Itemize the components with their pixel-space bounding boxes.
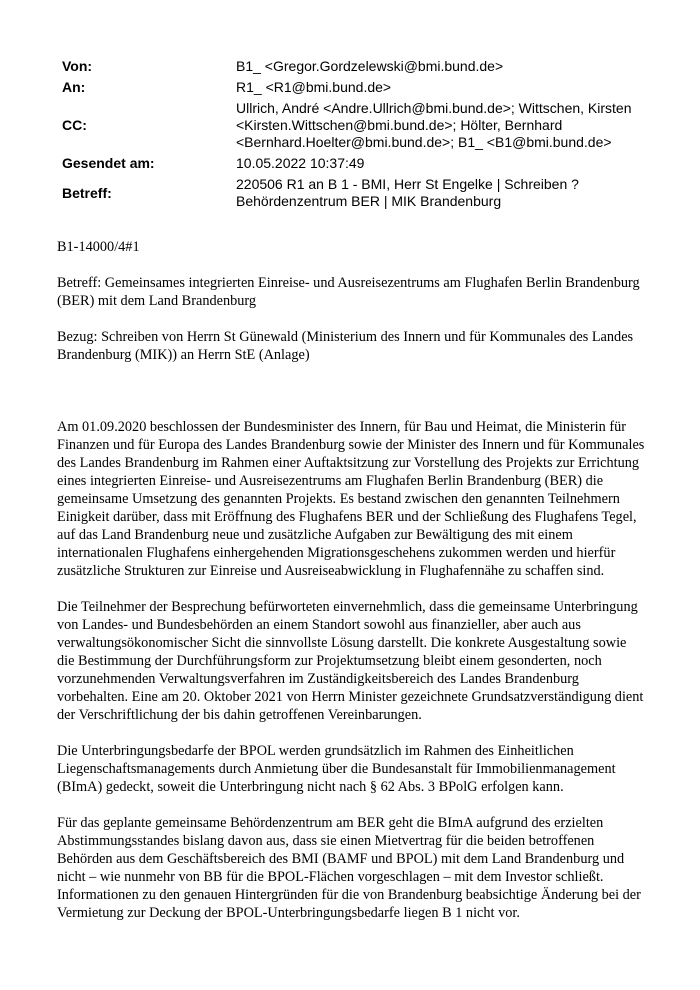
body-paragraph: Für das geplante gemeinsame Behördenzentrum am BER geht die BImA aufgrund des erzielten Abstimmungsstandes bislang davon aus, dass sie einen Mietvertrag für die beiden betroffenen Behörden aus dem Geschäftsbereich des BMI (BAMF und BPOL) mit dem Land Brandenburg und nicht – wie nunmehr von BB für die BPOL-Flächen vorgeschlagen – mit dem Investor schließt. Informationen zu den genauen Hintergründen für die von Brandenburg beabsichtige Änderung bei der Vermietung zur Deckung der BPOL-Unterbringungsbedarfe liegen B 1 nicht vor. bbox=[57, 815, 641, 921]
body-paragraph: Am 01.09.2020 beschlossen der Bundesminister des Innern, für Bau und Heimat, die Ministerin für Finanzen und für Europa des Landes Brandenburg sowie der Minister des Innern und für Kommunales des Landes Brandenburg im Rahmen einer Auftaktsitzung zur Vorstellung des Projekts zur Errichtung eines integrierten Einreise- und Ausreisezentrums am Flughafen Berlin Brandenburg (BER) die gemeinsame Umsetzung des genannten Projekts. Es bestand zwischen den genannten Teilnehmern Einigkeit darüber, dass mit Eröffnung des Flughafens BER und der Schließung des Flughafens Tegel, auf das Land Brandenburg neue und zusätzliche Aufgaben zur Bewältigung des mit einem internationalen Flughafens einhergehenden Migrationsgeschehens zukommen werden und hierfür zusätzliche Strukturen zur Einreise und Ausreiseabwicklung in Flughafennähe zu schaffen sind. bbox=[57, 419, 645, 579]
sent-label: Gesendet am: bbox=[62, 155, 155, 171]
header-row-sent bbox=[62, 155, 662, 172]
from-label: Von: bbox=[62, 58, 93, 74]
body-subject: Betreff: Gemeinsames integrierten Einreise- und Ausreisezentrums am Flughafen Berlin Brandenburg (BER) mit dem Land Brandenburg bbox=[57, 275, 640, 309]
body-paragraph: Die Unterbringungsbedarfe der BPOL werden grundsätzlich im Rahmen des Einheitlichen Liegenschaftsmanagements durch Anmietung über die Bundesanstalt für Immobilienmanagement (BImA) gedeckt, soweit die Unterbringung nicht nach § 62 Abs. 3 BPolG erfolgen kann. bbox=[57, 743, 616, 795]
cc-label: CC: bbox=[62, 117, 87, 133]
header-row-from bbox=[62, 58, 662, 75]
reference-number: B1-14000/4#1 bbox=[57, 239, 140, 255]
email-body bbox=[57, 238, 647, 940]
header-row-subject bbox=[62, 176, 662, 210]
subject-label: Betreff: bbox=[62, 184, 112, 201]
to-value: R1_ <R1@bmi.bund.de> bbox=[236, 79, 392, 95]
header-row-cc bbox=[62, 100, 662, 151]
from-value: B1_ <Gregor.Gordzelewski@bmi.bund.de> bbox=[236, 58, 504, 74]
body-paragraph: Die Teilnehmer der Besprechung befürworteten einvernehmlich, dass die gemeinsame Unterbringung von Landes- und Bundesbehörden an einem Standort sowohl aus finanzieller, aber auch aus verwaltungsökonomischer Sicht die sinnvollste Lösung darstellt. Die konkrete Ausgestaltung sowie die Bestimmung der Durchführungsform zur Projektumsetzung bleibt einem gesonderten, noch vorzunehmenden Verwaltungsverfahren im Zuständigkeitsbereich des Landes Brandenburg vorbehalten. Eine am 20. Oktober 2021 von Herrn Minister gezeichnete Grundsatzverständigung dient der Verschriftlichung der bis dahin getroffenen Vereinbarungen. bbox=[57, 599, 644, 723]
subject-value: 220506 R1 an B 1 - BMI, Herr St Engelke | Schreiben ? Behördenzentrum BER | MIK Brandenburg bbox=[236, 176, 579, 209]
to-label: An: bbox=[62, 79, 86, 95]
body-reference: Bezug: Schreiben von Herrn St Günewald (Ministerium des Innern und für Kommunales des Landes Brandenburg (MIK)) an Herrn StE (Anlage) bbox=[57, 329, 634, 363]
header-row-to bbox=[62, 79, 662, 96]
email-header bbox=[62, 58, 662, 214]
cc-value: Ullrich, André <Andre.Ullrich@bmi.bund.de>; Wittschen, Kirsten <Kirsten.Wittschen@bmi.bund.de>; Hölter, Bernhard <Bernhard.Hoelter@bmi.bund.de>; B1_ <B1@bmi.bund.de> bbox=[236, 100, 632, 150]
sent-value: 10.05.2022 10:37:49 bbox=[236, 155, 365, 171]
